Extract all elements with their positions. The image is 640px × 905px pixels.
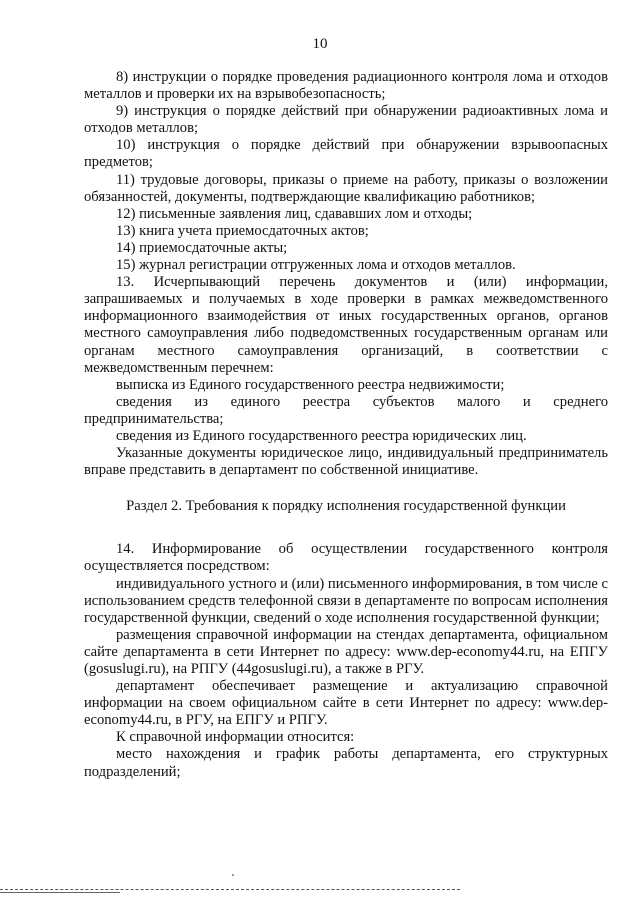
document-item-legal-entities-registry: сведения из Единого государственного реестра юридических лиц.	[116, 427, 527, 444]
clause-14-paragraph: 14. Информирование об осуществлении государственного контроля осуществляется посредством:	[84, 541, 608, 575]
document-body	[84, 69, 608, 781]
bottom-scan-line-secondary	[0, 892, 120, 893]
reference-info-intro: К справочной информации относится:	[116, 729, 355, 746]
bottom-scan-line	[0, 889, 460, 890]
informing-method-placement: размещения справочной информации на стендах департамента, официальном сайте департамента в сети Интернет по адресу: www.dep-economy44.ru, на ЕПГУ (gosuslugi.ru), на РПГУ (44gosuslugi.ru), а также в РГУ.	[84, 626, 608, 677]
department-website-paragraph: департамент обеспечивает размещение и актуализацию справочной информации на своем официальном сайте в сети Интернет по адресу: www.dep-economy44.ru, в РГУ, на ЕПГУ и РПГУ.	[84, 678, 608, 729]
list-item-10: 10) инструкция о порядке действий при обнаружении взрывоопасных предметов;	[84, 137, 608, 171]
list-item-14: 14) приемосдаточные акты;	[116, 239, 288, 256]
document-item-real-estate-registry: выписка из Единого государственного реестра недвижимости;	[116, 376, 505, 393]
document-item-sme-registry: сведения из единого реестра субъектов малого и среднего предпринимательства;	[84, 393, 608, 427]
reference-info-location: место нахождения и график работы департамента, его структурных подразделений;	[84, 746, 608, 780]
page-number: 10	[312, 36, 328, 52]
list-item-12: 12) письменные заявления лиц, сдававших лом и отходы;	[116, 205, 473, 222]
clause-13-paragraph: 13. Исчерпывающий перечень документов и (или) информации, запрашиваемых и получаемых в ходе проверки в рамках межведомственного информационного взаимодействия от иных государственных органов, органов местного самоуправления либо подведомственных государственным органам или органам местного самоуправления организаций, в соответствии с межведомственным перечнем:	[84, 274, 608, 376]
list-item-13: 13) книга учета приемосдаточных актов;	[116, 222, 369, 239]
informing-method-individual: индивидуального устного и (или) письменного информирования, в том числе с использованием средств телефонной связи в департаменте по вопросам исполнения государственной функции, сведений о ходе исполнения государственной функции;	[84, 575, 608, 626]
own-initiative-paragraph: Указанные документы юридическое лицо, индивидуальный предприниматель вправе представить в департамент по собственной инициативе.	[84, 445, 608, 479]
list-item-8: 8) инструкции о порядке проведения радиационного контроля лома и отходов металлов и проверки их на взрывобезопасность;	[84, 69, 608, 103]
scan-speck	[232, 874, 234, 876]
list-item-9: 9) инструкция о порядке действий при обнаружении радиоактивных лома и отходов металлов;	[84, 103, 608, 137]
list-item-15: 15) журнал регистрации отгруженных лома и отходов металлов.	[116, 257, 516, 274]
list-item-11: 11) трудовые договоры, приказы о приеме на работу, приказы о возложении обязанностей, документы, подтверждающие квалификацию работников;	[84, 171, 608, 205]
section-heading: Раздел 2. Требования к порядку исполнения государственной функции	[126, 498, 566, 515]
